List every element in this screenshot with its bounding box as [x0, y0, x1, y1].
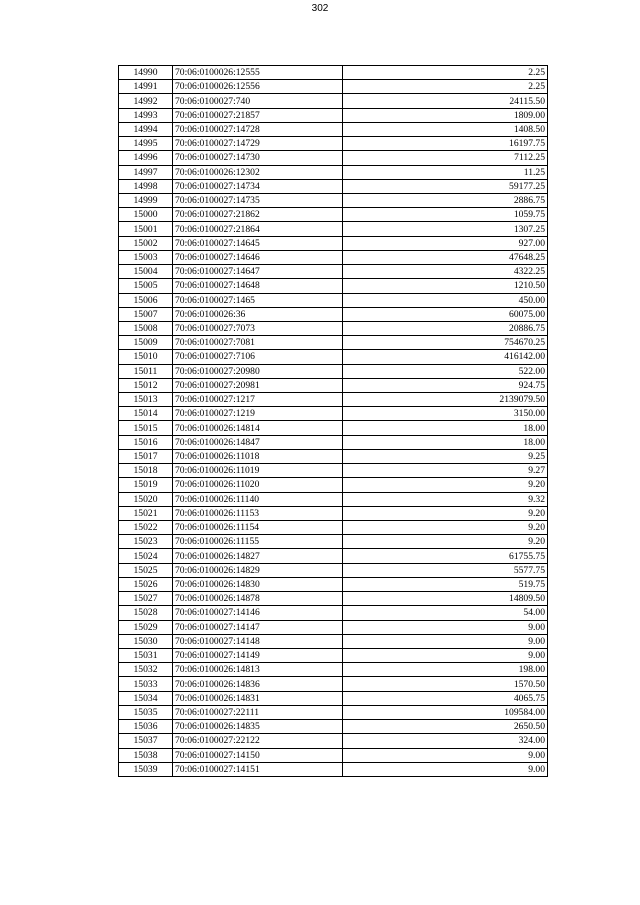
value-cell: 324.00 [343, 734, 548, 748]
row-number-cell: 15011 [119, 364, 173, 378]
table-row [119, 421, 548, 435]
table-row [119, 705, 548, 719]
table-row [119, 236, 548, 250]
cadastral-number-cell: 70:06:0100026:14878 [173, 592, 343, 606]
row-number-cell: 15028 [119, 606, 173, 620]
table-row [119, 563, 548, 577]
value-cell: 1210.50 [343, 279, 548, 293]
row-number-cell: 15019 [119, 478, 173, 492]
row-number-cell: 14997 [119, 165, 173, 179]
cadastral-number-cell: 70:06:0100026:11153 [173, 506, 343, 520]
cadastral-number-cell: 70:06:0100027:22122 [173, 734, 343, 748]
table-row [119, 577, 548, 591]
table-row [119, 464, 548, 478]
row-number-cell: 14999 [119, 193, 173, 207]
row-number-cell: 15003 [119, 250, 173, 264]
cadastral-number-cell: 70:06:0100026:14847 [173, 435, 343, 449]
value-cell: 198.00 [343, 663, 548, 677]
row-number-cell: 15015 [119, 421, 173, 435]
table-row [119, 592, 548, 606]
cadastral-number-cell: 70:06:0100026:11154 [173, 521, 343, 535]
value-cell: 416142.00 [343, 350, 548, 364]
cadastral-number-cell: 70:06:0100026:14836 [173, 677, 343, 691]
row-number-cell: 15025 [119, 563, 173, 577]
table-row [119, 634, 548, 648]
table-row [119, 66, 548, 80]
cadastral-number-cell: 70:06:0100027:14646 [173, 250, 343, 264]
row-number-cell: 14993 [119, 108, 173, 122]
cadastral-number-cell: 70:06:0100027:20981 [173, 378, 343, 392]
cadastral-number-cell: 70:06:0100026:11140 [173, 492, 343, 506]
row-number-cell: 14996 [119, 151, 173, 165]
row-number-cell: 15020 [119, 492, 173, 506]
table-row [119, 378, 548, 392]
value-cell: 9.25 [343, 449, 548, 463]
table-row [119, 336, 548, 350]
table-row [119, 492, 548, 506]
table-row [119, 748, 548, 762]
value-cell: 4065.75 [343, 691, 548, 705]
row-number-cell: 15027 [119, 592, 173, 606]
table-row [119, 606, 548, 620]
row-number-cell: 15004 [119, 265, 173, 279]
cadastral-number-cell: 70:06:0100027:7081 [173, 336, 343, 350]
value-cell: 519.75 [343, 577, 548, 591]
table-body [119, 66, 548, 777]
row-number-cell: 15039 [119, 762, 173, 776]
cadastral-number-cell: 70:06:0100027:14728 [173, 122, 343, 136]
table-row [119, 506, 548, 520]
row-number-cell: 15036 [119, 720, 173, 734]
row-number-cell: 14990 [119, 66, 173, 80]
value-cell: 47648.25 [343, 250, 548, 264]
table-row [119, 307, 548, 321]
row-number-cell: 15000 [119, 208, 173, 222]
row-number-cell: 15024 [119, 549, 173, 563]
value-cell: 1809.00 [343, 108, 548, 122]
cadastral-number-cell: 70:06:0100026:14830 [173, 577, 343, 591]
value-cell: 9.20 [343, 521, 548, 535]
cadastral-number-cell: 70:06:0100027:14645 [173, 236, 343, 250]
value-cell: 60075.00 [343, 307, 548, 321]
value-cell: 1059.75 [343, 208, 548, 222]
row-number-cell: 15037 [119, 734, 173, 748]
cadastral-number-cell: 70:06:0100027:740 [173, 94, 343, 108]
row-number-cell: 15017 [119, 449, 173, 463]
value-cell: 2650.50 [343, 720, 548, 734]
row-number-cell: 15013 [119, 393, 173, 407]
value-cell: 109584.00 [343, 705, 548, 719]
row-number-cell: 15005 [119, 279, 173, 293]
row-number-cell: 15026 [119, 577, 173, 591]
value-cell: 9.20 [343, 506, 548, 520]
cadastral-table [118, 65, 548, 777]
row-number-cell: 14992 [119, 94, 173, 108]
cadastral-number-cell: 70:06:0100027:14647 [173, 265, 343, 279]
table-row [119, 620, 548, 634]
value-cell: 61755.75 [343, 549, 548, 563]
value-cell: 9.27 [343, 464, 548, 478]
cadastral-number-cell: 70:06:0100026:12555 [173, 66, 343, 80]
row-number-cell: 15006 [119, 293, 173, 307]
row-number-cell: 15014 [119, 407, 173, 421]
value-cell: 14809.50 [343, 592, 548, 606]
row-number-cell: 15001 [119, 222, 173, 236]
row-number-cell: 14995 [119, 137, 173, 151]
value-cell: 7112.25 [343, 151, 548, 165]
cadastral-number-cell: 70:06:0100027:14150 [173, 748, 343, 762]
value-cell: 18.00 [343, 435, 548, 449]
cadastral-number-cell: 70:06:0100027:14151 [173, 762, 343, 776]
table-row [119, 80, 548, 94]
table-row [119, 293, 548, 307]
value-cell: 2.25 [343, 66, 548, 80]
value-cell: 9.20 [343, 478, 548, 492]
value-cell: 9.00 [343, 634, 548, 648]
cadastral-number-cell: 70:06:0100027:14734 [173, 179, 343, 193]
cadastral-number-cell: 70:06:0100026:11018 [173, 449, 343, 463]
table-row [119, 122, 548, 136]
cadastral-number-cell: 70:06:0100026:14827 [173, 549, 343, 563]
row-number-cell: 15032 [119, 663, 173, 677]
cadastral-number-cell: 70:06:0100027:14149 [173, 648, 343, 662]
table-row [119, 208, 548, 222]
cadastral-number-cell: 70:06:0100027:21857 [173, 108, 343, 122]
table-row [119, 521, 548, 535]
cadastral-number-cell: 70:06:0100027:14147 [173, 620, 343, 634]
cadastral-number-cell: 70:06:0100027:14148 [173, 634, 343, 648]
value-cell: 4322.25 [343, 265, 548, 279]
value-cell: 9.00 [343, 648, 548, 662]
cadastral-number-cell: 70:06:0100027:14729 [173, 137, 343, 151]
table-row [119, 151, 548, 165]
table-row [119, 549, 548, 563]
cadastral-number-cell: 70:06:0100026:14829 [173, 563, 343, 577]
cadastral-number-cell: 70:06:0100026:12302 [173, 165, 343, 179]
row-number-cell: 15022 [119, 521, 173, 535]
table-row [119, 449, 548, 463]
cadastral-number-cell: 70:06:0100026:14835 [173, 720, 343, 734]
table-row [119, 364, 548, 378]
table-row [119, 265, 548, 279]
table-row [119, 179, 548, 193]
row-number-cell: 14994 [119, 122, 173, 136]
row-number-cell: 15009 [119, 336, 173, 350]
cadastral-number-cell: 70:06:0100026:12556 [173, 80, 343, 94]
cadastral-number-cell: 70:06:0100026:14813 [173, 663, 343, 677]
cadastral-number-cell: 70:06:0100027:1217 [173, 393, 343, 407]
page-number: 302 [311, 3, 329, 14]
table-row [119, 435, 548, 449]
value-cell: 522.00 [343, 364, 548, 378]
value-cell: 18.00 [343, 421, 548, 435]
value-cell: 54.00 [343, 606, 548, 620]
value-cell: 2886.75 [343, 193, 548, 207]
row-number-cell: 14991 [119, 80, 173, 94]
table-row [119, 407, 548, 421]
table-row [119, 535, 548, 549]
table-row [119, 691, 548, 705]
cadastral-number-cell: 70:06:0100027:14146 [173, 606, 343, 620]
table-row [119, 165, 548, 179]
cadastral-number-cell: 70:06:0100026:36 [173, 307, 343, 321]
value-cell: 754670.25 [343, 336, 548, 350]
table-row [119, 321, 548, 335]
cadastral-number-cell: 70:06:0100026:11019 [173, 464, 343, 478]
value-cell: 9.00 [343, 748, 548, 762]
table-row [119, 350, 548, 364]
value-cell: 5577.75 [343, 563, 548, 577]
row-number-cell: 15021 [119, 506, 173, 520]
row-number-cell: 15002 [119, 236, 173, 250]
value-cell: 9.32 [343, 492, 548, 506]
table-row [119, 478, 548, 492]
row-number-cell: 15030 [119, 634, 173, 648]
row-number-cell: 15016 [119, 435, 173, 449]
table-row [119, 648, 548, 662]
table-row [119, 720, 548, 734]
cadastral-number-cell: 70:06:0100027:20980 [173, 364, 343, 378]
table-row [119, 193, 548, 207]
value-cell: 924.75 [343, 378, 548, 392]
table-row [119, 108, 548, 122]
row-number-cell: 15031 [119, 648, 173, 662]
cadastral-number-cell: 70:06:0100026:14831 [173, 691, 343, 705]
table-row [119, 137, 548, 151]
row-number-cell: 15033 [119, 677, 173, 691]
cadastral-number-cell: 70:06:0100026:14814 [173, 421, 343, 435]
value-cell: 1408.50 [343, 122, 548, 136]
row-number-cell: 15038 [119, 748, 173, 762]
cadastral-number-cell: 70:06:0100027:22111 [173, 705, 343, 719]
row-number-cell: 15007 [119, 307, 173, 321]
value-cell: 927.00 [343, 236, 548, 250]
value-cell: 2.25 [343, 80, 548, 94]
row-number-cell: 15008 [119, 321, 173, 335]
row-number-cell: 15034 [119, 691, 173, 705]
value-cell: 11.25 [343, 165, 548, 179]
value-cell: 9.20 [343, 535, 548, 549]
value-cell: 1570.50 [343, 677, 548, 691]
cadastral-number-cell: 70:06:0100026:11020 [173, 478, 343, 492]
cadastral-number-cell: 70:06:0100027:21862 [173, 208, 343, 222]
table-row [119, 279, 548, 293]
row-number-cell: 14998 [119, 179, 173, 193]
table-row [119, 663, 548, 677]
value-cell: 9.00 [343, 620, 548, 634]
cadastral-number-cell: 70:06:0100027:1219 [173, 407, 343, 421]
value-cell: 59177.25 [343, 179, 548, 193]
cadastral-number-cell: 70:06:0100027:7106 [173, 350, 343, 364]
table-row [119, 393, 548, 407]
value-cell: 20886.75 [343, 321, 548, 335]
row-number-cell: 15012 [119, 378, 173, 392]
value-cell: 16197.75 [343, 137, 548, 151]
value-cell: 24115.50 [343, 94, 548, 108]
value-cell: 1307.25 [343, 222, 548, 236]
table-row [119, 762, 548, 776]
value-cell: 450.00 [343, 293, 548, 307]
row-number-cell: 15018 [119, 464, 173, 478]
table-row [119, 222, 548, 236]
row-number-cell: 15029 [119, 620, 173, 634]
cadastral-number-cell: 70:06:0100027:14735 [173, 193, 343, 207]
cadastral-number-cell: 70:06:0100027:21864 [173, 222, 343, 236]
value-cell: 9.00 [343, 762, 548, 776]
table-row [119, 250, 548, 264]
cadastral-number-cell: 70:06:0100026:11155 [173, 535, 343, 549]
value-cell: 3150.00 [343, 407, 548, 421]
row-number-cell: 15035 [119, 705, 173, 719]
value-cell: 2139079.50 [343, 393, 548, 407]
row-number-cell: 15023 [119, 535, 173, 549]
cadastral-number-cell: 70:06:0100027:1465 [173, 293, 343, 307]
cadastral-number-cell: 70:06:0100027:14648 [173, 279, 343, 293]
cadastral-number-cell: 70:06:0100027:14730 [173, 151, 343, 165]
row-number-cell: 15010 [119, 350, 173, 364]
table-row [119, 94, 548, 108]
table-row [119, 677, 548, 691]
cadastral-number-cell: 70:06:0100027:7073 [173, 321, 343, 335]
table-row [119, 734, 548, 748]
